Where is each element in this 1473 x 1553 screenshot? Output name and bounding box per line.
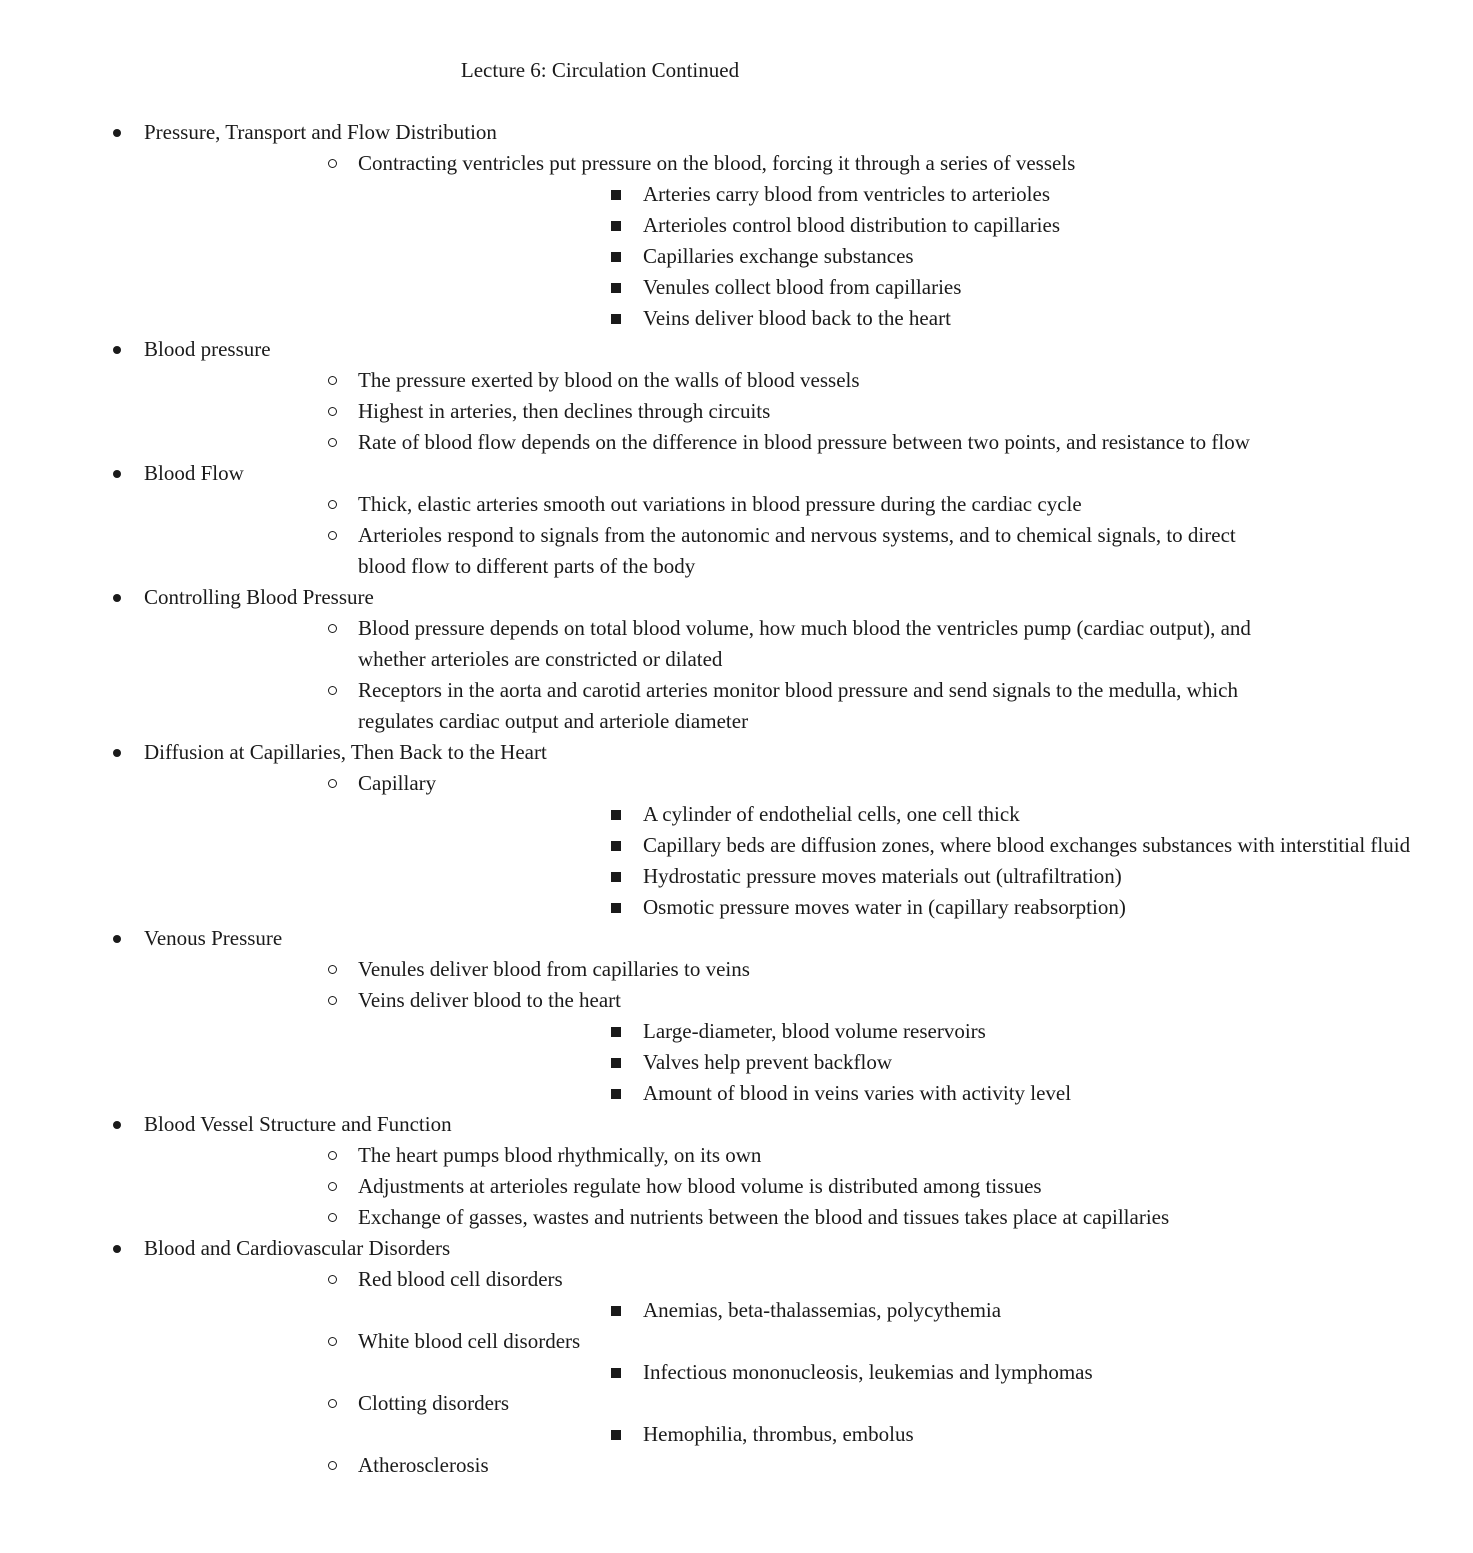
outline-section [0,737,1411,923]
outline-section [0,458,1236,582]
outline-subitem-text: Rate of blood flow depends on the difference in blood pressure between two points, and resistance to flow [358,430,1250,454]
nested-list [358,1295,1200,1326]
outline-detail-text: Anemias, beta-thalassemias, polycythemia [643,1298,1002,1322]
bullet-marker [108,737,126,768]
outline-subitem [144,1450,1200,1481]
outline-detail [358,241,1200,272]
bullet-square-icon [611,190,621,200]
bullet-marker [607,892,625,923]
bullet-marker [323,954,341,985]
bullet-square-icon [611,252,621,262]
outline-section [0,923,1200,1109]
bullet-square-icon [611,1306,621,1316]
bullet-circle-icon [328,1182,337,1191]
bullet-marker [323,427,341,458]
bullet-square-icon [611,872,621,882]
bullet-circle-icon [328,965,337,974]
outline-subitem-text: The heart pumps blood rhythmically, on its own [358,1143,762,1167]
bullet-disc-icon [113,346,121,354]
outline-detail-text: Infectious mononucleosis, leukemias and lymphomas [643,1360,1093,1384]
outline-section-text: Diffusion at Capillaries, Then Back to the Heart [144,740,547,764]
outline-detail [358,272,1200,303]
outline-detail-text: Amount of blood in veins varies with activity level [643,1081,1072,1105]
bullet-marker [323,1326,341,1357]
outline-section-text: Blood pressure [144,337,271,361]
outline-section-text: Venous Pressure [144,926,283,950]
bullet-marker [323,613,341,644]
nested-list [358,1016,1200,1109]
bullet-circle-icon [328,1213,337,1222]
bullet-marker [607,1419,625,1450]
outline-subitem-text: Veins deliver blood to the heart [358,988,622,1012]
bullet-circle-icon [328,407,337,416]
outline-detail-text: Capillary beds are diffusion zones, where blood exchanges substances with interstitial fluid [643,833,1411,857]
document-title: Lecture 6: Circulation Continued [460,58,740,82]
bullet-square-icon [611,841,621,851]
outline-section [0,582,1251,737]
bullet-disc-icon [113,594,121,602]
outline-detail [358,1078,1200,1109]
outline-subitem [144,365,1200,396]
outline-detail-text: Arteries carry blood from ventricles to arterioles [643,182,1051,206]
bullet-marker [323,1264,341,1295]
bullet-square-icon [611,1089,621,1099]
outline-detail [358,861,1200,892]
bullet-circle-icon [328,779,337,788]
bullet-marker [607,1047,625,1078]
bullet-circle-icon [328,438,337,447]
outline-section [0,334,1250,458]
nested-list [144,1264,1200,1481]
outline-detail-text: Arterioles control blood distribution to capillaries [643,213,1060,237]
outline-subitem-text: White blood cell disorders [358,1329,581,1353]
outline-section-text: Controlling Blood Pressure [144,585,374,609]
outline-section-text: Pressure, Transport and Flow Distribution [144,120,497,144]
bullet-marker [607,179,625,210]
outline-section [0,1109,1200,1233]
bullet-marker [108,1109,126,1140]
outline-subitem-text: Venules deliver blood from capillaries to veins [358,957,750,981]
outline-subitem [144,520,1236,582]
outline-detail [358,1357,1200,1388]
bullet-marker [323,520,341,551]
outline-subitem-text: Receptors in the aorta and carotid arteries monitor blood pressure and send signals to the medulla, which regulates cardiac output and arteriole diameter [358,678,1239,733]
outline-subitem-text: Thick, elastic arteries smooth out variations in blood pressure during the cardiac cycle [358,492,1082,516]
outline-section [0,1233,1200,1481]
bullet-marker [607,799,625,830]
nested-list [144,613,1251,737]
outline-detail-text: A cylinder of endothelial cells, one cell thick [643,802,1020,826]
bullet-circle-icon [328,624,337,633]
bullet-square-icon [611,1058,621,1068]
outline-subitem [144,1171,1200,1202]
bullet-circle-icon [328,1337,337,1346]
bullet-square-icon [611,1430,621,1440]
bullet-marker [108,1233,126,1264]
outline-section-text: Blood Vessel Structure and Function [144,1112,452,1136]
nested-list [358,179,1200,334]
bullet-circle-icon [328,1399,337,1408]
outline-detail-text: Capillaries exchange substances [643,244,914,268]
bullet-marker [323,1202,341,1233]
outline-subitem-text: Arterioles respond to signals from the autonomic and nervous systems, and to chemical signals, to direct blood flow to different parts of the body [358,523,1236,578]
outline-subitem [144,985,1200,1109]
outline-subitem-text: Red blood cell disorders [358,1267,563,1291]
outline-detail-text: Venules collect blood from capillaries [643,275,962,299]
outline-detail-text: Valves help prevent backflow [643,1050,892,1074]
nested-list [144,489,1236,582]
bullet-circle-icon [328,996,337,1005]
outline-detail [358,892,1200,923]
bullet-square-icon [611,1368,621,1378]
bullet-marker [108,117,126,148]
outline-subitem [144,148,1200,334]
outline-detail [358,1419,1200,1450]
bullet-marker [323,1171,341,1202]
bullet-square-icon [611,283,621,293]
bullet-circle-icon [328,1151,337,1160]
outline-detail-text: Hemophilia, thrombus, embolus [643,1422,914,1446]
bullet-square-icon [611,810,621,820]
nested-list [144,768,1411,923]
bullet-marker [607,303,625,334]
bullet-marker [108,458,126,489]
outline-subitem [144,613,1251,675]
outline-subitem [144,1388,1200,1450]
outline-subitem [144,675,1239,737]
bullet-marker [323,1140,341,1171]
bullet-circle-icon [328,686,337,695]
outline-subitem-text: Clotting disorders [358,1391,510,1415]
outline-detail-text: Hydrostatic pressure moves materials out (ultrafiltration) [643,864,1122,888]
outline-section-text: Blood and Cardiovascular Disorders [144,1236,451,1260]
bullet-marker [323,985,341,1016]
outline-detail [358,1016,1200,1047]
bullet-square-icon [611,1027,621,1037]
bullet-marker [607,1295,625,1326]
bullet-marker [323,396,341,427]
bullet-disc-icon [113,129,121,137]
bullet-circle-icon [328,500,337,509]
outline-detail [358,303,1200,334]
bullet-marker [323,148,341,179]
outline-detail-text: Large-diameter, blood volume reservoirs [643,1019,986,1043]
outline-subitem [144,396,1200,427]
bullet-marker [607,1016,625,1047]
outline-subitem-text: Adjustments at arterioles regulate how blood volume is distributed among tissues [358,1174,1042,1198]
bullet-circle-icon [328,376,337,385]
nested-list [358,1357,1200,1388]
bullet-marker [323,365,341,396]
bullet-marker [323,1388,341,1419]
outline-subitem [144,1202,1200,1233]
bullet-square-icon [611,903,621,913]
outline-subitem [144,489,1200,520]
bullet-square-icon [611,314,621,324]
outline-detail-text: Osmotic pressure moves water in (capillary reabsorption) [643,895,1126,919]
bullet-disc-icon [113,470,121,478]
nested-list [358,1419,1200,1450]
outline-subitem [144,1326,1200,1388]
bullet-marker [108,334,126,365]
bullet-marker [108,582,126,613]
bullet-marker [607,830,625,861]
bullet-marker [607,1357,625,1388]
outline-subitem-text: Exchange of gasses, wastes and nutrients between the blood and tissues takes place at capillaries [358,1205,1170,1229]
outline-detail [358,1047,1200,1078]
bullet-marker [323,675,341,706]
outline-section [0,117,1200,334]
outline-subitem [144,954,1200,985]
bullet-marker [323,489,341,520]
outline-subitem-text: Atherosclerosis [358,1453,489,1477]
outline-subitem-text: Blood pressure depends on total blood volume, how much blood the ventricles pump (cardiac output), and whether arterioles are constricted or dilated [358,616,1251,671]
bullet-circle-icon [328,531,337,540]
nested-list [144,954,1200,1109]
outline-detail [358,179,1200,210]
bullet-disc-icon [113,935,121,943]
bullet-marker [607,272,625,303]
bullet-disc-icon [113,1121,121,1129]
outline-subitem-text: Contracting ventricles put pressure on the blood, forcing it through a series of vessels [358,151,1076,175]
outline-subitem [144,1140,1200,1171]
bullet-marker [607,241,625,272]
bullet-marker [607,210,625,241]
outline-subitem-text: The pressure exerted by blood on the walls of blood vessels [358,368,860,392]
bullet-marker [607,861,625,892]
bullet-disc-icon [113,1245,121,1253]
bullet-marker [323,1450,341,1481]
outline-subitem [144,1264,1200,1326]
outline-section-text: Blood Flow [144,461,244,485]
nested-list [358,799,1411,923]
outline-detail [358,1295,1200,1326]
outline-subitem [144,768,1411,923]
outline-detail-text: Veins deliver blood back to the heart [643,306,951,330]
outline-detail [358,210,1200,241]
outline-subitem [144,427,1250,458]
bullet-disc-icon [113,749,121,757]
nested-list [144,148,1200,334]
bullet-marker [323,768,341,799]
outline-subitem-text: Capillary [358,771,437,795]
bullet-circle-icon [328,1275,337,1284]
bullet-square-icon [611,221,621,231]
bullet-circle-icon [328,159,337,168]
outline-subitem-text: Highest in arteries, then declines through circuits [358,399,771,423]
bullet-marker [607,1078,625,1109]
outline-detail [358,799,1200,830]
bullet-circle-icon [328,1461,337,1470]
bullet-marker [108,923,126,954]
nested-list [144,365,1250,458]
outline-detail [358,830,1411,861]
nested-list [144,1140,1200,1233]
bullet-outline [0,117,1411,1481]
